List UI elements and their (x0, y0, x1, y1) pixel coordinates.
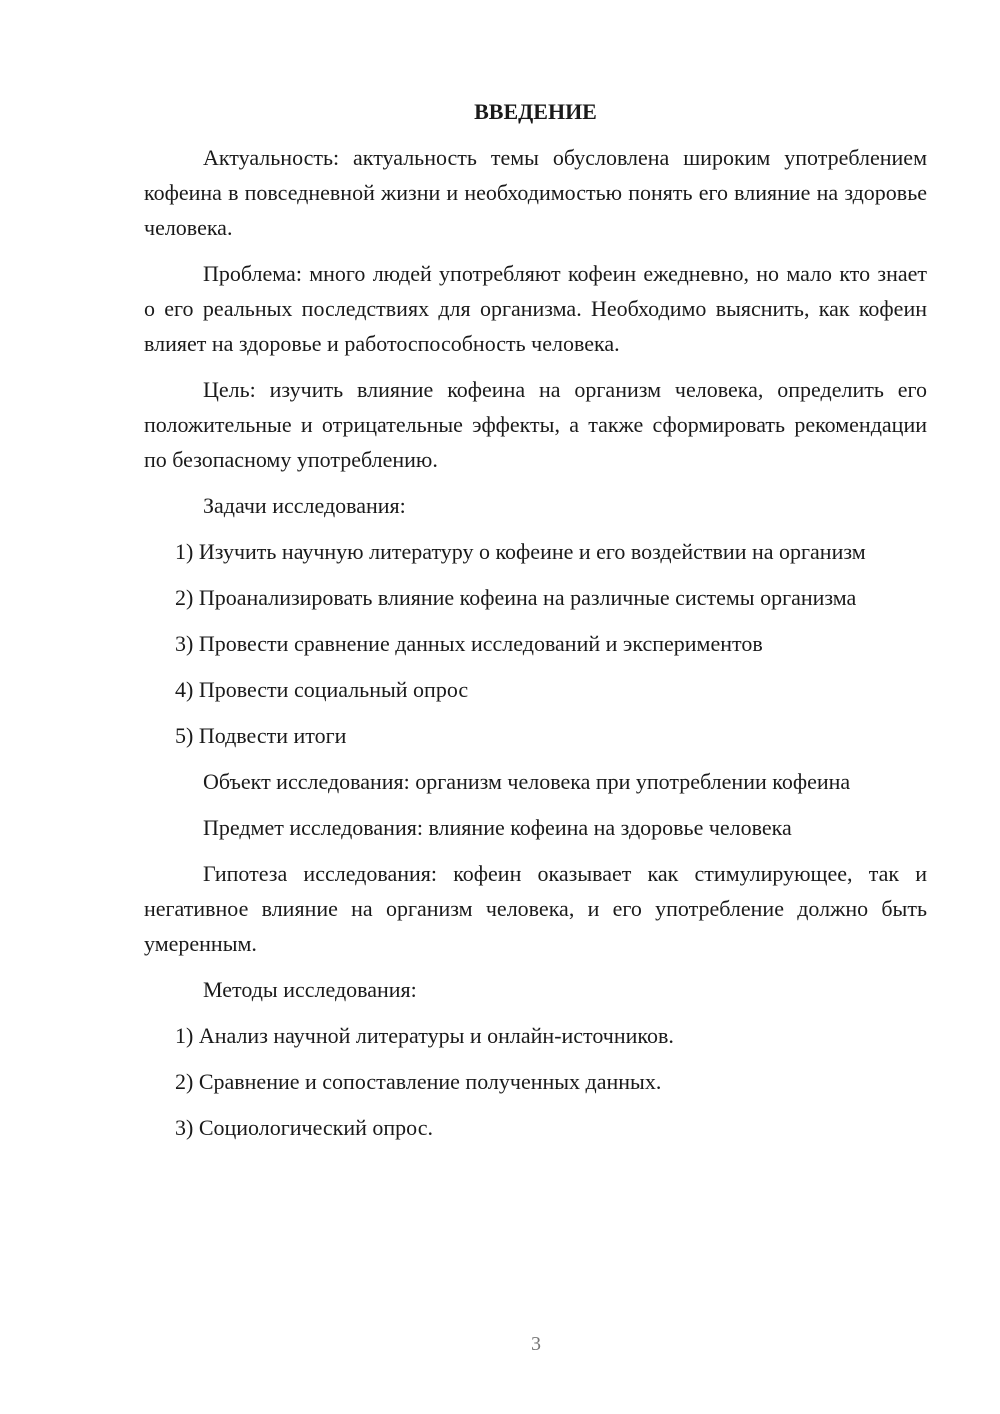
task-item-3: 3) Провести сравнение данных исследований и экспериментов (175, 631, 763, 656)
relevance-paragraph: Актуальность: актуальность темы обусловлена широким употреблением кофеина в повседневной жизни и необходимостью понять его влияние на здоровье человека. (144, 145, 927, 240)
problem-paragraph: Проблема: много людей употребляют кофеин ежедневно, но мало кто знает о его реальных последствиях для организма. Необходимо выяснить, как кофеин влияет на здоровье и работоспособность человека. (144, 261, 927, 356)
section-title: ВВЕДЕНИЕ (474, 99, 597, 124)
goal-paragraph: Цель: изучить влияние кофеина на организм человека, определить его положительные и отрицательные эффекты, а также сформировать рекомендации по безопасному употреблению. (144, 377, 927, 472)
tasks-heading: Задачи исследования: (203, 493, 406, 518)
task-item-2: 2) Проанализировать влияние кофеина на различные системы организма (175, 585, 857, 610)
task-item-1: 1) Изучить научную литературу о кофеине и его воздействии на организм (175, 539, 866, 564)
task-item-4: 4) Провести социальный опрос (175, 677, 469, 702)
page-number: 3 (531, 1333, 541, 1355)
task-item-5: 5) Подвести итоги (175, 723, 347, 748)
method-item-3: 3) Социологический опрос. (175, 1115, 433, 1140)
hypothesis-paragraph: Гипотеза исследования: кофеин оказывает как стимулирующее, так и негативное влияние на организм человека, и его употребление должно быть умеренным. (144, 861, 927, 956)
methods-heading: Методы исследования: (203, 977, 417, 1002)
page-content (144, 94, 927, 1156)
object-paragraph: Объект исследования: организм человека при употреблении кофеина (203, 769, 851, 794)
method-item-1: 1) Анализ научной литературы и онлайн-источников. (175, 1023, 674, 1048)
method-item-2: 2) Сравнение и сопоставление полученных данных. (175, 1069, 662, 1094)
subject-paragraph: Предмет исследования: влияние кофеина на здоровье человека (203, 815, 792, 840)
